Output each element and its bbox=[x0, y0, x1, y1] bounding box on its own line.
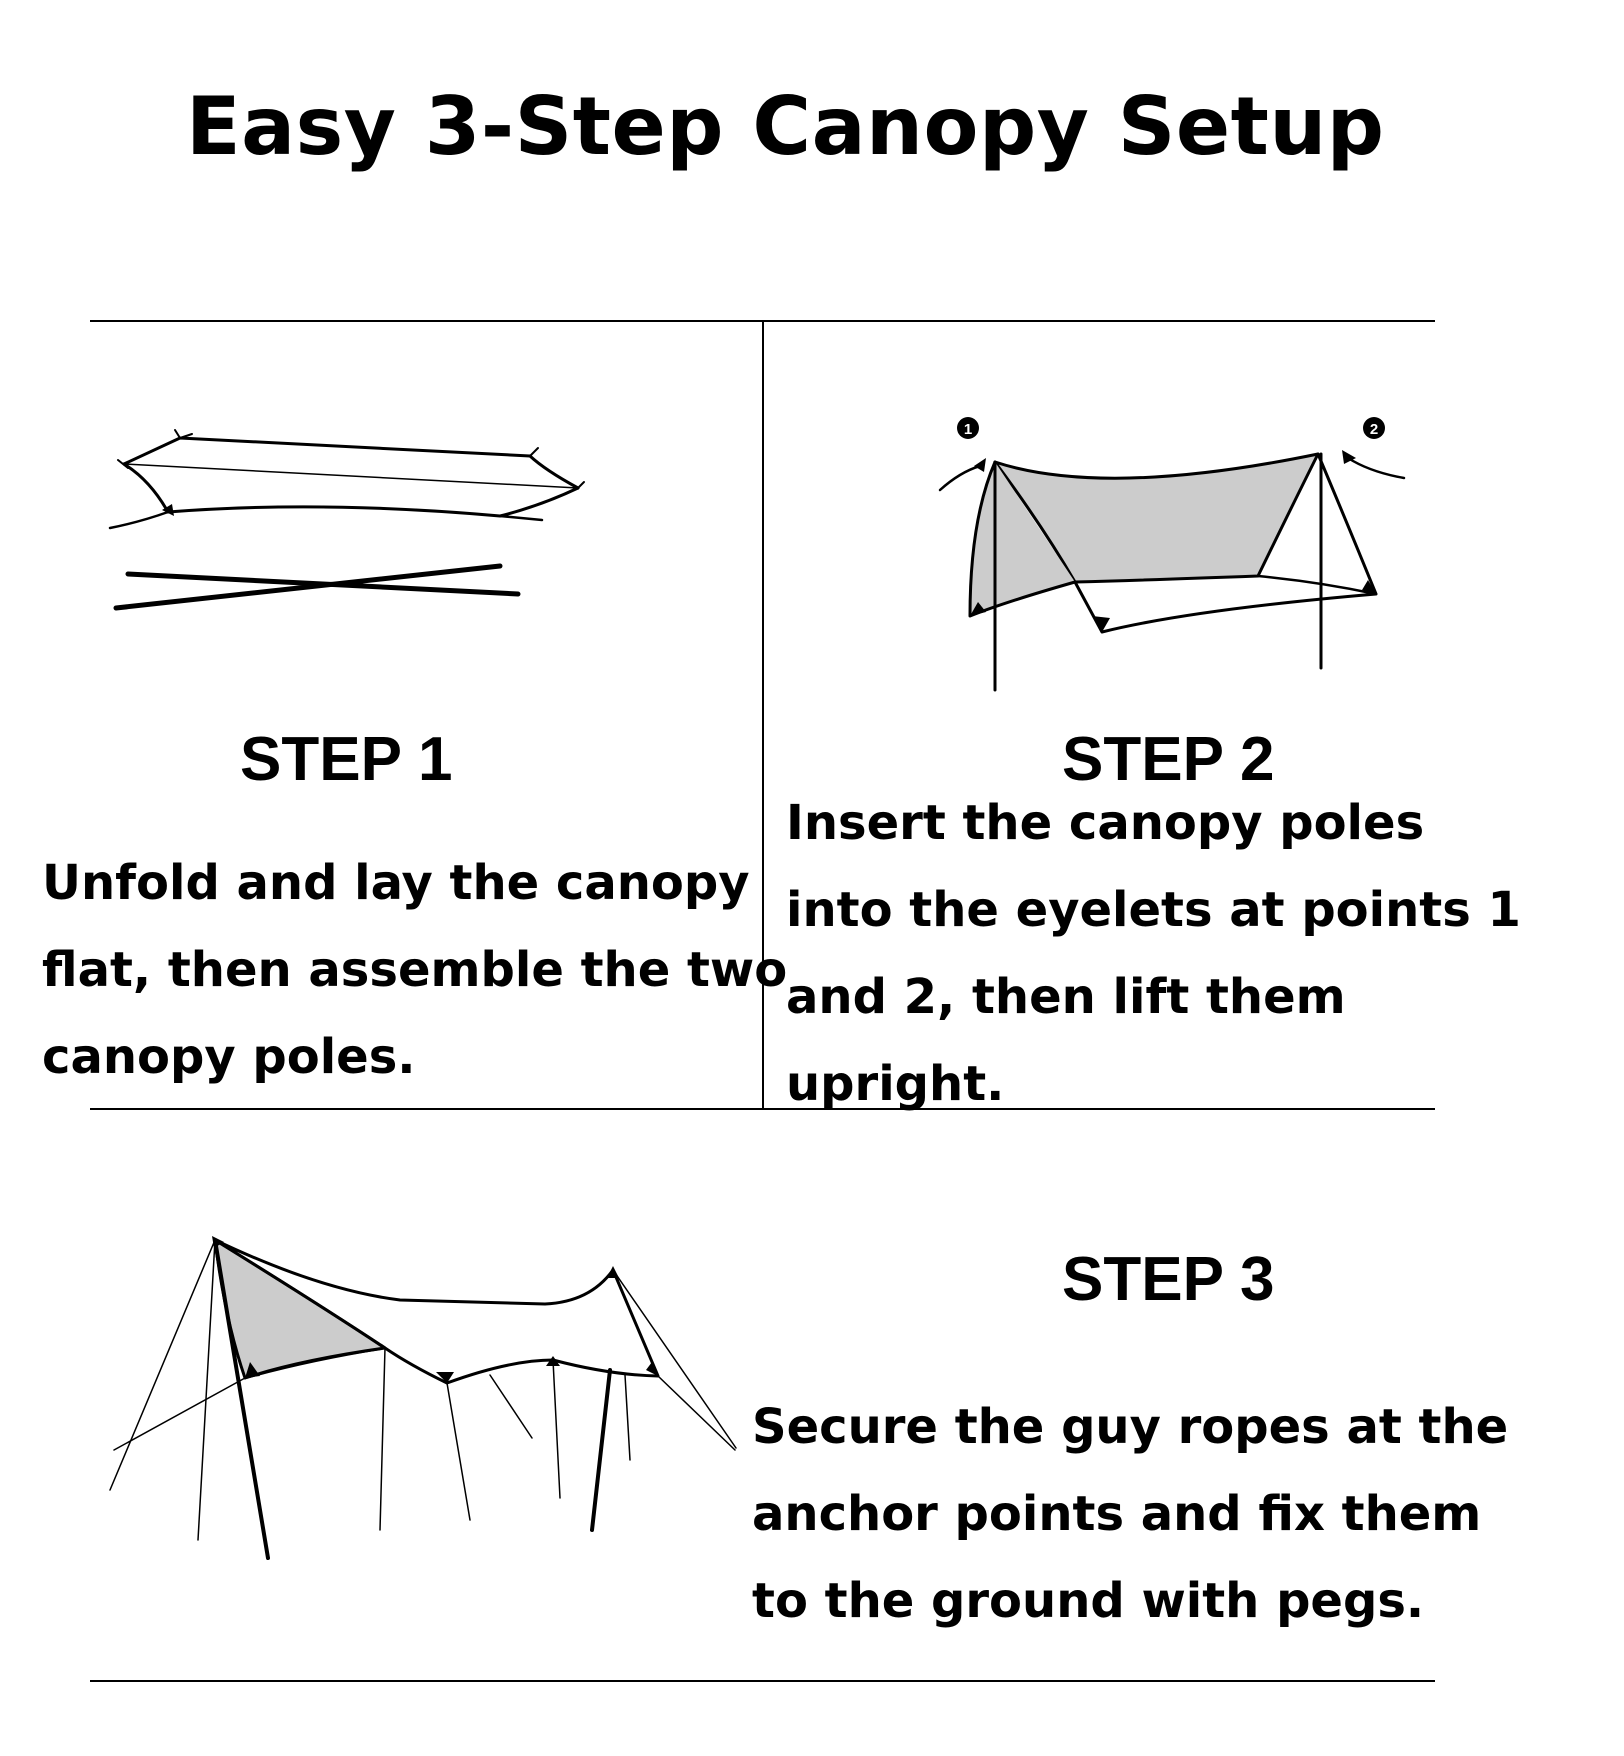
step2-description bbox=[786, 780, 1521, 1128]
step1-illustration bbox=[100, 420, 600, 620]
step3-heading: STEP 3 bbox=[1062, 1245, 1275, 1314]
step2-illustration bbox=[930, 410, 1420, 710]
step3-line: to the ground with pegs. bbox=[752, 1573, 1425, 1629]
point-2-label: 2 bbox=[1369, 421, 1379, 438]
point-1-label: 1 bbox=[963, 421, 973, 438]
step3-description bbox=[752, 1384, 1508, 1645]
step2-line: Insert the canopy poles bbox=[786, 795, 1425, 851]
step1-description bbox=[42, 840, 787, 1101]
step1-line: canopy poles. bbox=[42, 1029, 416, 1085]
step3-illustration bbox=[100, 1230, 750, 1570]
step1-line: flat, then assemble the two bbox=[42, 942, 788, 998]
step2-line: and 2, then lift them bbox=[786, 969, 1346, 1025]
page-title: Easy 3-Step Canopy Setup bbox=[186, 80, 1385, 173]
step3-line: anchor points and fix them bbox=[752, 1486, 1482, 1542]
step2-line: into the eyelets at points 1 bbox=[786, 882, 1521, 938]
divider-bottom bbox=[90, 1680, 1435, 1682]
step2-line: upright. bbox=[786, 1056, 1005, 1112]
step1-line: Unfold and lay the canopy bbox=[42, 855, 750, 911]
step2-heading: STEP 2 bbox=[1062, 725, 1275, 794]
step3-line: Secure the guy ropes at the bbox=[752, 1399, 1509, 1455]
step1-heading: STEP 1 bbox=[240, 725, 453, 794]
